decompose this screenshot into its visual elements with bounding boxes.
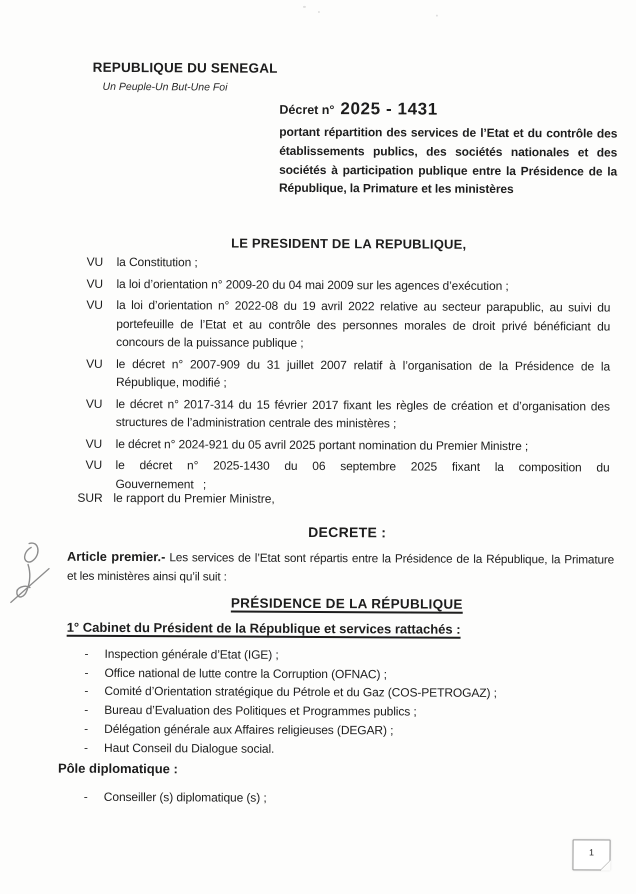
visa-label: VU xyxy=(85,396,103,411)
list-item-text: Délégation générale aux Affaires religieuses (DEGAR) ; xyxy=(104,721,394,738)
visa-label: VU xyxy=(85,436,103,451)
visa-item xyxy=(86,354,610,394)
visa-item xyxy=(86,296,610,354)
subsection-heading-text: 1° Cabinet du Président de la République et services rattachés : xyxy=(66,619,461,637)
subsection-heading xyxy=(67,620,461,637)
decree-label: Décret n° xyxy=(279,102,335,118)
visa-text: la loi d’orientation n° 2009-20 du 04 mai 2009 sur les agences d’exécution ; xyxy=(116,276,509,293)
dash-bullet: - xyxy=(84,684,89,699)
article-text: Les services de l’Etat sont répartis entre la Présidence de la République, la Primature et les ministères ainsi qu’il suit : xyxy=(66,550,615,584)
visa-text: la Constitution ; xyxy=(116,254,198,270)
section-heading xyxy=(85,595,609,613)
president-heading: LE PRESIDENT DE LA REPUBLIQUE, xyxy=(231,235,467,252)
decrete-heading: DECRETE : xyxy=(308,523,387,541)
visa-text: le décret n° 2017-314 du 15 février 2017 fixant les règles de création et d’organisation des structures de l’administration centrale des ministères ; xyxy=(115,396,610,431)
dash-bullet: - xyxy=(84,646,89,661)
scan-noise-speck xyxy=(436,15,438,17)
visa-label: VU xyxy=(86,356,103,371)
country-title: REPUBLIQUE DU SENEGAL xyxy=(92,59,278,76)
decree-number: 2025 - 1431 xyxy=(340,99,438,119)
list-item-text: Office national de lutte contre la Corruption (OFNAC) ; xyxy=(104,665,387,682)
article-label: Article premier.- xyxy=(67,548,166,565)
pole-diplomatique-list xyxy=(84,788,614,809)
sur-text: le rapport du Premier Ministre, xyxy=(113,490,275,506)
dash-bullet: - xyxy=(84,665,89,680)
list-item-text: Inspection générale d’Etat (IGE) ; xyxy=(104,646,279,662)
decree-title-block xyxy=(279,99,618,200)
national-motto: Un Peuple-Un But-Une Foi xyxy=(102,80,228,94)
dash-bullet: - xyxy=(84,702,89,717)
visa-text: le décret n° 2007-909 du 31 juillet 2007 relatif à l’organisation de la Présidence de la République, modifié ; xyxy=(115,356,611,390)
visa-text: la loi d’orientation n° 2022-08 du 19 avril 2022 relative au secteur parapublic, au suivi du portefeuille de l’Etat et au contrôle des personnes morales de droit privé bénéficiant du concours de la puissance publique ; xyxy=(116,297,611,350)
cabinet-services-list xyxy=(84,645,615,760)
list-item-text: Comité d’Orientation stratégique du Pétrole et du Gaz (COS-PETROGAZ) ; xyxy=(104,684,497,701)
visa-item xyxy=(87,253,611,274)
dash-bullet: - xyxy=(84,721,89,736)
visa-list xyxy=(85,253,610,499)
visa-label: VU xyxy=(85,457,103,472)
decree-number-line xyxy=(279,99,617,121)
scan-noise-speck xyxy=(303,6,306,8)
visa-item xyxy=(85,456,609,496)
list-item xyxy=(84,788,614,809)
section-heading-text: PRÉSIDENCE DE LA RÉPUBLIQUE xyxy=(230,595,463,612)
page-number: 1 xyxy=(588,847,595,858)
handwritten-initials xyxy=(7,538,53,610)
decree-subject: portant répartition des services de l’Etat et du contrôle des établissements publics, des sociétés nationales et des sociétés à participation publique entre la Présidence de la République, la Primature et les ministères xyxy=(278,124,618,197)
visa-text: le décret n° 2024-921 du 05 avril 2025 portant nomination du Premier Ministre ; xyxy=(115,436,529,453)
visa-label: VU xyxy=(86,276,104,291)
visa-item xyxy=(86,394,610,434)
visa-label: VU xyxy=(86,297,103,312)
visa-item xyxy=(86,274,610,295)
list-item-text: Haut Conseil du Dialogue social. xyxy=(104,740,275,756)
list-item-text: Conseiller (s) diplomatique (s) ; xyxy=(103,789,267,805)
visa-label: VU xyxy=(86,254,104,269)
sur-label: SUR xyxy=(77,490,103,505)
scan-noise-speck xyxy=(318,11,320,13)
article-paragraph xyxy=(67,548,614,588)
pole-diplomatique-heading: Pôle diplomatique : xyxy=(57,760,178,777)
sur-line xyxy=(77,491,274,506)
dash-bullet: - xyxy=(84,740,89,755)
dash-bullet: - xyxy=(83,789,88,804)
visa-text: le décret n° 2025-1430 du 06 septembre 2025 fixant la composition du Gouvernement ; xyxy=(115,457,610,491)
list-item xyxy=(84,738,614,759)
list-item-text: Bureau d’Evaluation des Politiques et Programmes publics ; xyxy=(104,703,417,719)
page-number-badge xyxy=(572,839,610,870)
visa-item xyxy=(86,434,610,455)
